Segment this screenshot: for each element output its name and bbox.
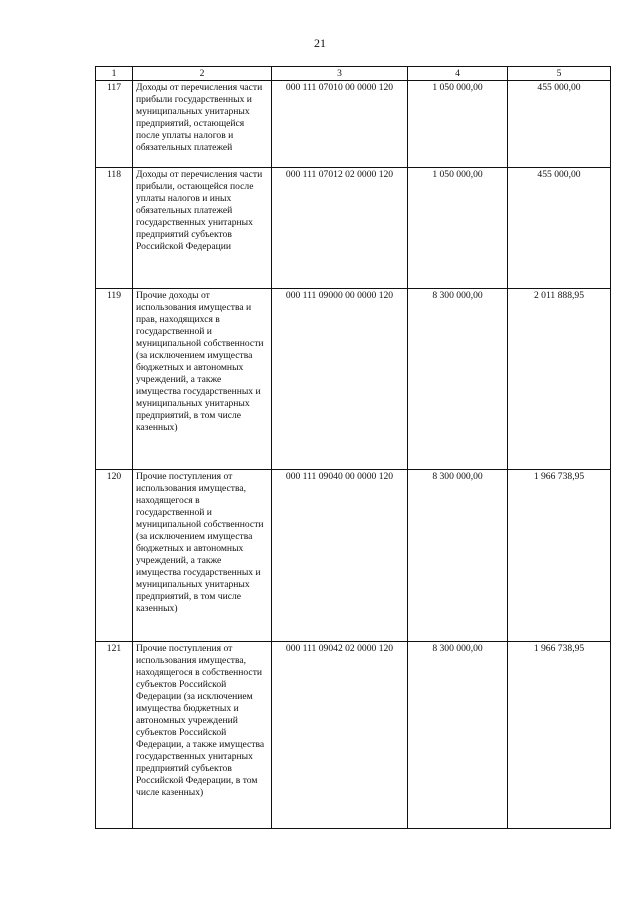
planned-amount: 1 050 000,00: [408, 168, 508, 289]
revenue-name: Прочие поступления от использования имущества, находящегося в государственной и муниципальной собственности (за исключением имущества бюджетных и автономных учреждений, а также имущества государственных и муниципальных унитарных предприятий, в том числе казенных): [133, 470, 272, 642]
planned-amount: 8 300 000,00: [408, 289, 508, 470]
actual-amount: 455 000,00: [508, 81, 611, 168]
revenue-name: Прочие доходы от использования имущества и прав, находящихся в государственной и муниципальной собственности (за исключением имущества бюджетных и автономных учреждений, а также имущества государственных и муниципальных унитарных предприятий, в том числе казенных): [133, 289, 272, 470]
table-row: [96, 289, 611, 470]
row-number: 117: [96, 81, 133, 168]
budget-code: 000 111 07010 00 0000 120: [272, 81, 408, 168]
column-header-3: 3: [272, 67, 408, 81]
actual-amount: 1 966 738,95: [508, 642, 611, 829]
table-row: [96, 642, 611, 829]
column-header-4: 4: [408, 67, 508, 81]
row-number: 118: [96, 168, 133, 289]
column-header-1: 1: [96, 67, 133, 81]
column-header-5: 5: [508, 67, 611, 81]
row-number: 121: [96, 642, 133, 829]
table-row: [96, 81, 611, 168]
budget-code: 000 111 09000 00 0000 120: [272, 289, 408, 470]
budget-code: 000 111 07012 02 0000 120: [272, 168, 408, 289]
column-header-2: 2: [133, 67, 272, 81]
revenue-name: Прочие поступления от использования имущества, находящегося в собственности субъектов Российской Федерации (за исключением имущества бюджетных и автономных учреждений субъектов Российской Федерации, а также имущества государственных унитарных предприятий субъектов Российской Федерации, в том числе казенных): [133, 642, 272, 829]
planned-amount: 8 300 000,00: [408, 470, 508, 642]
budget-table: [95, 66, 611, 829]
actual-amount: 2 011 888,95: [508, 289, 611, 470]
actual-amount: 1 966 738,95: [508, 470, 611, 642]
table-row: [96, 470, 611, 642]
actual-amount: 455 000,00: [508, 168, 611, 289]
planned-amount: 1 050 000,00: [408, 81, 508, 168]
row-number: 120: [96, 470, 133, 642]
planned-amount: 8 300 000,00: [408, 642, 508, 829]
page-number: 21: [314, 36, 326, 50]
row-number: 119: [96, 289, 133, 470]
table-header-row: [96, 67, 611, 81]
revenue-name: Доходы от перечисления части прибыли, остающейся после уплаты налогов и иных обязательных платежей государственных унитарных предприятий субъектов Российской Федерации: [133, 168, 272, 289]
budget-code: 000 111 09040 00 0000 120: [272, 470, 408, 642]
table-row: [96, 168, 611, 289]
budget-code: 000 111 09042 02 0000 120: [272, 642, 408, 829]
revenue-name: Доходы от перечисления части прибыли государственных и муниципальных унитарных предприятий, остающейся после уплаты налогов и обязательных платежей: [133, 81, 272, 168]
